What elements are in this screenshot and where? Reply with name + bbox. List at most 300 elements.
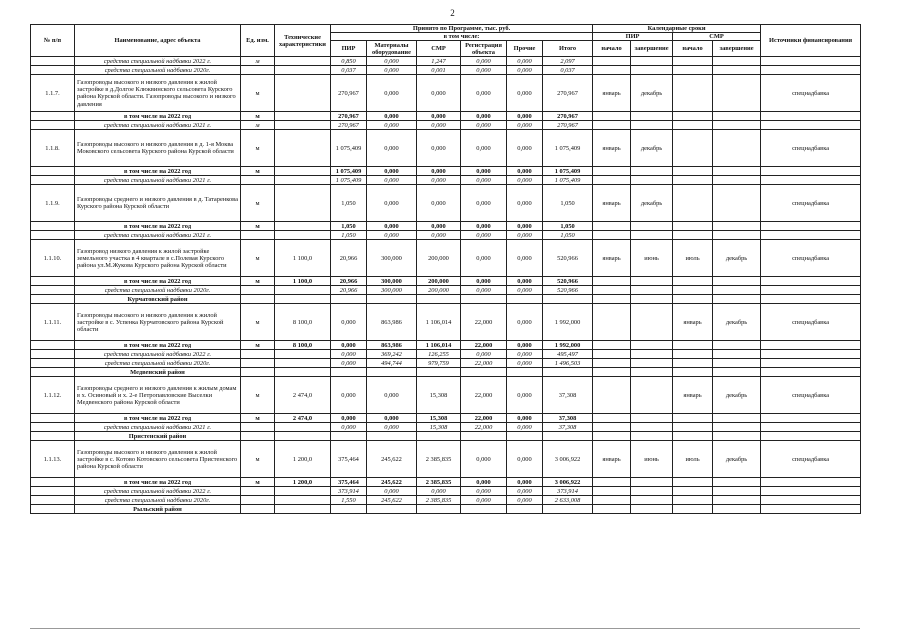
cell-unit: м xyxy=(241,414,275,423)
cell-other: 0,000 xyxy=(507,277,543,286)
cell-pir: 20,966 xyxy=(331,286,367,295)
empty-cell xyxy=(507,295,543,304)
cell-other: 0,000 xyxy=(507,286,543,295)
cell-mat: 245,622 xyxy=(367,441,417,478)
cell-name: в том числе на 2022 год xyxy=(75,222,241,231)
cell-total: 3 006,922 xyxy=(543,441,593,478)
cell-total: 520,966 xyxy=(543,286,593,295)
cell-tech xyxy=(275,487,331,496)
empty-cell xyxy=(507,368,543,377)
cell-total: 37,308 xyxy=(543,423,593,432)
cell-num xyxy=(31,112,75,121)
cell-mat: 0,000 xyxy=(367,176,417,185)
table-row-total xyxy=(31,341,861,350)
empty-cell xyxy=(417,368,461,377)
cell-unit: м xyxy=(241,130,275,167)
table-row-subtotal xyxy=(31,57,861,66)
cell-tech: 1 200,0 xyxy=(275,441,331,478)
cell-c4 xyxy=(713,414,761,423)
empty-cell xyxy=(593,505,631,514)
cell-mat: 0,000 xyxy=(367,222,417,231)
cell-tech xyxy=(275,185,331,222)
table-row-subtotal xyxy=(31,121,861,130)
cell-num xyxy=(31,66,75,75)
cell-c2 xyxy=(631,414,673,423)
cell-unit: м xyxy=(241,222,275,231)
empty-cell xyxy=(507,505,543,514)
cell-src xyxy=(761,286,861,295)
table-row-total xyxy=(31,112,861,121)
cell-name: средства специальной надбавки 2021 г. xyxy=(75,121,241,130)
cell-mat: 0,000 xyxy=(367,57,417,66)
cell-reg: 0,000 xyxy=(461,112,507,121)
cell-mat: 369,242 xyxy=(367,350,417,359)
cell-unit: м xyxy=(241,112,275,121)
district-row xyxy=(31,432,861,441)
district-name: Курчатовский район xyxy=(75,295,241,304)
cell-other: 0,000 xyxy=(507,185,543,222)
cell-pir: 1,050 xyxy=(331,231,367,240)
cell-unit: м xyxy=(241,341,275,350)
cell-c1 xyxy=(593,286,631,295)
cell-tech xyxy=(275,167,331,176)
cell-c2 xyxy=(631,231,673,240)
cell-mat: 0,000 xyxy=(367,167,417,176)
cell-src: спецнадбавка xyxy=(761,441,861,478)
cell-reg: 22,000 xyxy=(461,377,507,414)
cell-unit: м xyxy=(241,57,275,66)
cell-c4: декабрь xyxy=(713,240,761,277)
table-row-subtotal xyxy=(31,487,861,496)
district-row xyxy=(31,505,861,514)
cell-c4 xyxy=(713,75,761,112)
cell-name: Газопроводы высокого и низкого давления к жилой застройке в с. Успенка Курчатовского района Курской области xyxy=(75,304,241,341)
cell-num xyxy=(31,350,75,359)
cell-src: спецнадбавка xyxy=(761,304,861,341)
table-row-item xyxy=(31,441,861,478)
cell-c1 xyxy=(593,496,631,505)
cell-other: 0,000 xyxy=(507,423,543,432)
cell-reg: 22,000 xyxy=(461,414,507,423)
cell-src xyxy=(761,176,861,185)
cell-unit: м xyxy=(241,121,275,130)
empty-cell xyxy=(241,432,275,441)
cell-other: 0,000 xyxy=(507,350,543,359)
cell-smr: 0,000 xyxy=(417,112,461,121)
cell-c3 xyxy=(673,167,713,176)
cell-smr: 0,000 xyxy=(417,130,461,167)
cell-c1 xyxy=(593,423,631,432)
empty-cell xyxy=(461,368,507,377)
cell-c1 xyxy=(593,377,631,414)
cell-name: Газопроводы среднего и низкого давления к жилым домам в х. Осиновый и х. 2-е Петропавловские Выселки Медвенского района Курской области xyxy=(75,377,241,414)
cell-smr: 15,308 xyxy=(417,423,461,432)
cell-c2 xyxy=(631,359,673,368)
empty-cell xyxy=(713,432,761,441)
cell-c1 xyxy=(593,231,631,240)
cell-pir: 375,464 xyxy=(331,441,367,478)
cell-unit: м xyxy=(241,304,275,341)
empty-cell xyxy=(543,295,593,304)
cell-mat: 0,000 xyxy=(367,487,417,496)
cell-num: 1.1.9. xyxy=(31,185,75,222)
cell-total: 1 075,409 xyxy=(543,167,593,176)
cell-tech: 8 100,0 xyxy=(275,304,331,341)
district-name: Пристенский район xyxy=(75,432,241,441)
cell-c2: июнь xyxy=(631,240,673,277)
cell-num: 1.1.7. xyxy=(31,75,75,112)
cell-src xyxy=(761,341,861,350)
cell-c4 xyxy=(713,423,761,432)
cell-num: 1.1.8. xyxy=(31,130,75,167)
cell-unit: м xyxy=(241,75,275,112)
cell-src xyxy=(761,222,861,231)
page-number: 2 xyxy=(450,8,455,18)
cell-c4 xyxy=(713,341,761,350)
cell-c2 xyxy=(631,66,673,75)
cell-mat: 300,000 xyxy=(367,286,417,295)
cell-num xyxy=(31,57,75,66)
cell-c2 xyxy=(631,478,673,487)
empty-cell xyxy=(367,432,417,441)
cell-pir: 375,464 xyxy=(331,478,367,487)
table-row-subtotal xyxy=(31,66,861,75)
cell-tech xyxy=(275,121,331,130)
cell-pir: 0,000 xyxy=(331,341,367,350)
cell-total: 1 075,409 xyxy=(543,130,593,167)
cell-c1 xyxy=(593,350,631,359)
header-mat: Материалы оборудование xyxy=(367,41,417,57)
cell-total: 495,497 xyxy=(543,350,593,359)
cell-total: 37,308 xyxy=(543,414,593,423)
cell-name: в том числе на 2022 год xyxy=(75,277,241,286)
cell-tech xyxy=(275,222,331,231)
cell-pir: 20,966 xyxy=(331,277,367,286)
cell-num xyxy=(31,359,75,368)
cell-tech xyxy=(275,66,331,75)
cell-name: средства специальной надбавки 2020г. xyxy=(75,66,241,75)
cell-reg: 0,000 xyxy=(461,121,507,130)
cell-c4 xyxy=(713,496,761,505)
cell-smr: 15,308 xyxy=(417,377,461,414)
header-reg: Регистрация объекта xyxy=(461,41,507,57)
cell-total: 37,308 xyxy=(543,377,593,414)
cell-num: 1.1.13. xyxy=(31,441,75,478)
cell-unit xyxy=(241,423,275,432)
header-accepted: Принято по Программе, тыс. руб. xyxy=(331,25,593,33)
cell-name: средства специальной надбавки 2020г. xyxy=(75,359,241,368)
cell-unit xyxy=(241,350,275,359)
cell-num xyxy=(31,167,75,176)
cell-c1: январь xyxy=(593,441,631,478)
header-start: начало xyxy=(593,41,631,57)
cell-smr: 200,000 xyxy=(417,286,461,295)
cell-src: спецнадбавка xyxy=(761,130,861,167)
cell-total: 0,037 xyxy=(543,66,593,75)
cell-name: в том числе на 2022 год xyxy=(75,414,241,423)
cell-tech: 2 474,0 xyxy=(275,414,331,423)
cell-src xyxy=(761,350,861,359)
cell-pir: 1,050 xyxy=(331,185,367,222)
cell-mat: 245,622 xyxy=(367,496,417,505)
cell-reg: 0,000 xyxy=(461,496,507,505)
cell-smr: 200,000 xyxy=(417,277,461,286)
cell-c1 xyxy=(593,341,631,350)
cell-c3 xyxy=(673,359,713,368)
empty-cell xyxy=(673,295,713,304)
table-row-subtotal xyxy=(31,231,861,240)
cell-name: средства специальной надбавки 2021 г. xyxy=(75,176,241,185)
cell-c2 xyxy=(631,57,673,66)
cell-c4 xyxy=(713,487,761,496)
cell-c4 xyxy=(713,185,761,222)
cell-mat: 0,000 xyxy=(367,414,417,423)
cell-c3 xyxy=(673,277,713,286)
cell-mat: 0,000 xyxy=(367,130,417,167)
cell-smr: 0,000 xyxy=(417,176,461,185)
cell-total: 1 992,000 xyxy=(543,304,593,341)
cell-pir: 20,966 xyxy=(331,240,367,277)
cell-num xyxy=(31,286,75,295)
cell-smr: 0,000 xyxy=(417,121,461,130)
empty-cell xyxy=(631,368,673,377)
cell-unit xyxy=(241,496,275,505)
cell-pir: 0,000 xyxy=(331,414,367,423)
cell-c2 xyxy=(631,341,673,350)
cell-tech xyxy=(275,130,331,167)
cell-smr: 15,308 xyxy=(417,414,461,423)
cell-name: Газопроводы высокого и низкого давления в д. 1-я Моква Моковского сельсовета Курского района Курской области xyxy=(75,130,241,167)
cell-tech xyxy=(275,350,331,359)
cell-tech xyxy=(275,286,331,295)
table-row-total xyxy=(31,222,861,231)
cell-src xyxy=(761,57,861,66)
cell-src xyxy=(761,414,861,423)
table-row-subtotal xyxy=(31,286,861,295)
cell-c1: январь xyxy=(593,240,631,277)
empty-cell xyxy=(461,432,507,441)
cell-src xyxy=(761,359,861,368)
empty-cell xyxy=(417,505,461,514)
district-num-cell xyxy=(31,368,75,377)
cell-pir: 270,967 xyxy=(331,75,367,112)
cell-c4 xyxy=(713,286,761,295)
district-num-cell xyxy=(31,295,75,304)
table-row-item xyxy=(31,304,861,341)
header-end: завершение xyxy=(631,41,673,57)
cell-c2 xyxy=(631,423,673,432)
header-smr: СМР xyxy=(417,41,461,57)
cell-other: 0,000 xyxy=(507,57,543,66)
cell-c3 xyxy=(673,414,713,423)
cell-c4 xyxy=(713,176,761,185)
cell-c1 xyxy=(593,176,631,185)
cell-c3: январь xyxy=(673,377,713,414)
cell-c1 xyxy=(593,222,631,231)
cell-c4 xyxy=(713,112,761,121)
header-cal-pir: ПИР xyxy=(593,33,673,41)
empty-cell xyxy=(631,505,673,514)
cell-c1 xyxy=(593,167,631,176)
cell-reg: 0,000 xyxy=(461,478,507,487)
cell-c1: январь xyxy=(593,75,631,112)
cell-c4 xyxy=(713,231,761,240)
cell-mat: 0,000 xyxy=(367,377,417,414)
cell-smr: 2 385,835 xyxy=(417,478,461,487)
empty-cell xyxy=(673,432,713,441)
cell-name: средства специальной надбавки 2020г. xyxy=(75,286,241,295)
cell-unit: м xyxy=(241,167,275,176)
table-body xyxy=(31,57,861,514)
cell-c2 xyxy=(631,112,673,121)
cell-name: средства специальной надбавки 2020г. xyxy=(75,496,241,505)
cell-tech: 1 100,0 xyxy=(275,240,331,277)
table-row-total xyxy=(31,277,861,286)
cell-pir: 373,914 xyxy=(331,487,367,496)
cell-c3 xyxy=(673,57,713,66)
cell-other: 0,000 xyxy=(507,167,543,176)
cell-c2 xyxy=(631,222,673,231)
cell-num: 1.1.10. xyxy=(31,240,75,277)
table-row-subtotal xyxy=(31,176,861,185)
cell-c2 xyxy=(631,304,673,341)
cell-smr: 0,000 xyxy=(417,167,461,176)
cell-total: 3 006,922 xyxy=(543,478,593,487)
cell-num xyxy=(31,487,75,496)
cell-mat: 0,000 xyxy=(367,423,417,432)
empty-cell xyxy=(331,368,367,377)
cell-smr: 1 106,014 xyxy=(417,341,461,350)
cell-unit xyxy=(241,231,275,240)
cell-pir: 0,850 xyxy=(331,57,367,66)
cell-c4 xyxy=(713,57,761,66)
cell-c1 xyxy=(593,277,631,286)
cell-c1 xyxy=(593,112,631,121)
cell-c2 xyxy=(631,167,673,176)
district-num-cell xyxy=(31,432,75,441)
cell-name: Газопроводы среднего и низкого давления в д. Татаренкова Курского района Курской области xyxy=(75,185,241,222)
header-pir: ПИР xyxy=(331,41,367,57)
cell-pir: 1,050 xyxy=(331,222,367,231)
empty-cell xyxy=(761,505,861,514)
cell-src xyxy=(761,496,861,505)
empty-cell xyxy=(417,432,461,441)
empty-cell xyxy=(331,505,367,514)
cell-tech xyxy=(275,112,331,121)
cell-reg: 0,000 xyxy=(461,231,507,240)
cell-c1: январь xyxy=(593,185,631,222)
table-header xyxy=(31,25,861,57)
cell-reg: 0,000 xyxy=(461,441,507,478)
cell-c2: декабрь xyxy=(631,185,673,222)
cell-name: средства специальной надбавки 2021 г. xyxy=(75,231,241,240)
cell-other: 0,000 xyxy=(507,75,543,112)
cell-c4 xyxy=(713,167,761,176)
cell-mat: 300,000 xyxy=(367,277,417,286)
district-num-cell xyxy=(31,505,75,514)
cell-pir: 0,000 xyxy=(331,359,367,368)
cell-c1 xyxy=(593,66,631,75)
cell-c4: декабрь xyxy=(713,377,761,414)
cell-c2 xyxy=(631,377,673,414)
cell-reg: 0,000 xyxy=(461,130,507,167)
cell-c4 xyxy=(713,478,761,487)
cell-reg: 0,000 xyxy=(461,240,507,277)
cell-total: 1,050 xyxy=(543,231,593,240)
cell-src xyxy=(761,112,861,121)
cell-unit: м xyxy=(241,240,275,277)
cell-smr: 1 106,014 xyxy=(417,304,461,341)
cell-other: 0,000 xyxy=(507,478,543,487)
cell-smr: 979,759 xyxy=(417,359,461,368)
cell-name: Газопроводы высокого и низкого давления к жилой застройке в д.Долгое Клюквинского сельсовета Курского района Курской области. Газопроводы высокого и низкого давления xyxy=(75,75,241,112)
empty-cell xyxy=(673,505,713,514)
cell-smr: 0,000 xyxy=(417,75,461,112)
cell-tech xyxy=(275,359,331,368)
cell-c1 xyxy=(593,414,631,423)
district-row xyxy=(31,368,861,377)
cell-tech: 2 474,0 xyxy=(275,377,331,414)
cell-pir: 1 075,409 xyxy=(331,130,367,167)
header-num: № п/п xyxy=(31,25,75,57)
cell-src xyxy=(761,423,861,432)
cell-reg: 0,000 xyxy=(461,350,507,359)
cell-total: 2,097 xyxy=(543,57,593,66)
cell-pir: 0,037 xyxy=(331,66,367,75)
cell-smr: 2 385,835 xyxy=(417,441,461,478)
cell-other: 0,000 xyxy=(507,377,543,414)
empty-cell xyxy=(275,295,331,304)
cell-c3 xyxy=(673,350,713,359)
table-row-total xyxy=(31,414,861,423)
cell-num xyxy=(31,341,75,350)
header-calendar: Календарные сроки xyxy=(593,25,761,33)
cell-pir: 0,000 xyxy=(331,423,367,432)
cell-mat: 300,000 xyxy=(367,240,417,277)
cell-c4 xyxy=(713,350,761,359)
cell-num xyxy=(31,414,75,423)
cell-other: 0,000 xyxy=(507,304,543,341)
cell-pir: 1 075,409 xyxy=(331,176,367,185)
cell-c1 xyxy=(593,304,631,341)
cell-mat: 0,000 xyxy=(367,231,417,240)
cell-c4: декабрь xyxy=(713,441,761,478)
cell-smr: 0,000 xyxy=(417,231,461,240)
cell-total: 270,967 xyxy=(543,121,593,130)
cell-num: 1.1.11. xyxy=(31,304,75,341)
cell-c3 xyxy=(673,478,713,487)
table-row-item xyxy=(31,240,861,277)
empty-cell xyxy=(367,505,417,514)
cell-c4 xyxy=(713,277,761,286)
cell-tech xyxy=(275,57,331,66)
cell-other: 0,000 xyxy=(507,231,543,240)
cell-other: 0,000 xyxy=(507,359,543,368)
cell-tech: 1 200,0 xyxy=(275,478,331,487)
cell-total: 1 075,409 xyxy=(543,176,593,185)
cell-name: Газопроводы высокого и низкого давления к жилой застройке в с. Котово Котовского сельсовета Пристенского района Курской области xyxy=(75,441,241,478)
cell-reg: 0,000 xyxy=(461,185,507,222)
cell-total: 270,967 xyxy=(543,75,593,112)
cell-c1 xyxy=(593,359,631,368)
cell-c3 xyxy=(673,130,713,167)
cell-smr: 0,000 xyxy=(417,185,461,222)
cell-num xyxy=(31,121,75,130)
empty-cell xyxy=(241,505,275,514)
cell-smr: 1,247 xyxy=(417,57,461,66)
cell-unit xyxy=(241,66,275,75)
cell-tech xyxy=(275,496,331,505)
